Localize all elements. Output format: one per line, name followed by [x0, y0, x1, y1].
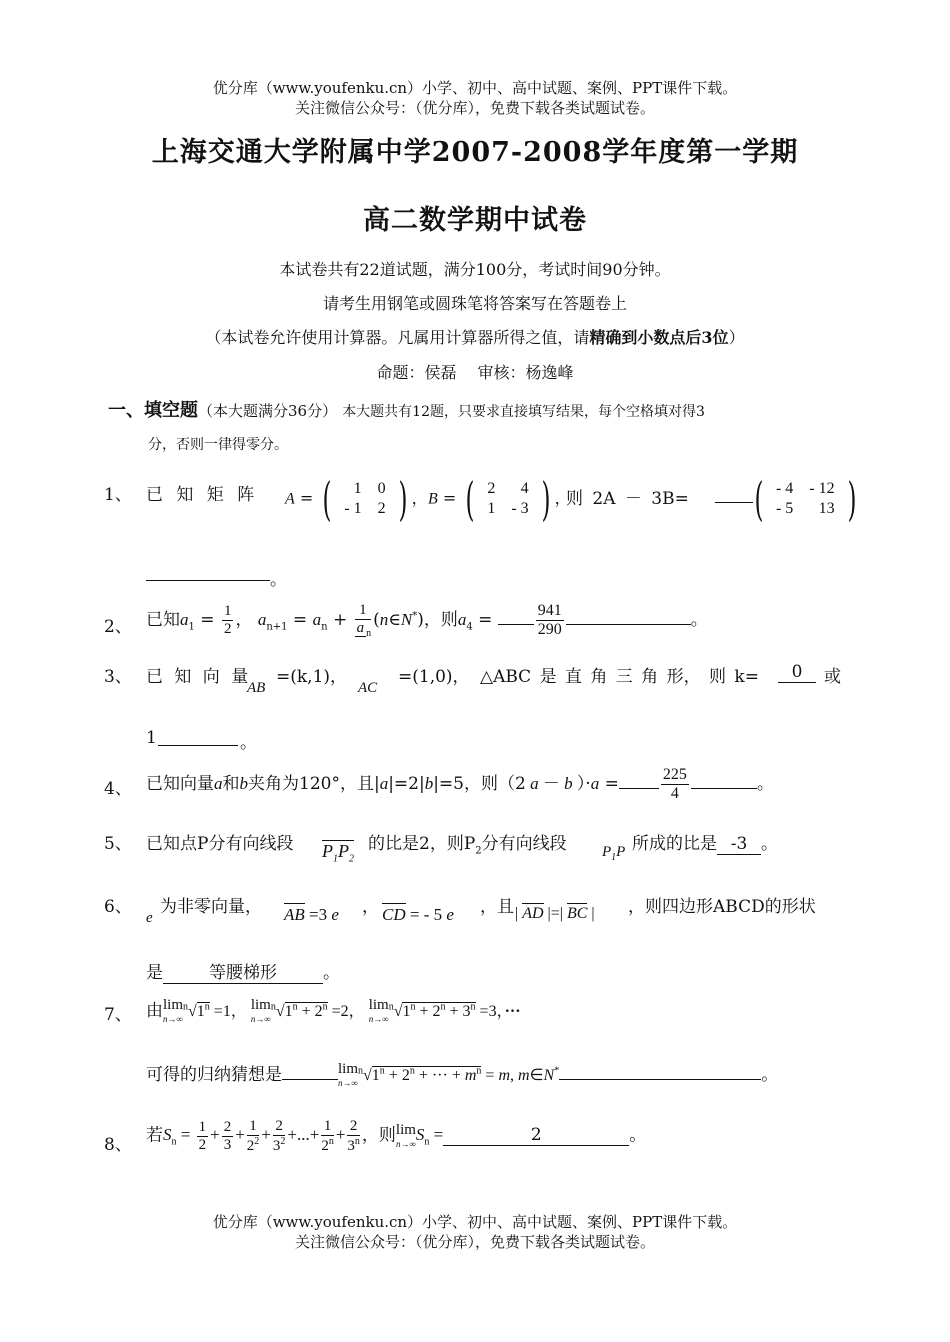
q6-abs-expr: | AD |=| BC |: [515, 905, 595, 922]
q1-then: 则 2A － 3B=: [566, 489, 689, 509]
q3-answer-2: 1: [146, 728, 157, 748]
q5-segment-p1p2: $P_1P_2$: [322, 841, 354, 865]
header-line-1: 优分库（www.youfenku.cn）小学、初中、高中试题、案例、PPT课件下载。: [212, 79, 738, 97]
info-line-3b: 精确到小数点后3位: [589, 328, 729, 347]
q5-text-2: 的比是2，则$P_2$分有向线段: [368, 834, 567, 857]
q6-number: 6、: [104, 897, 132, 917]
footer-line-1: 优分库（www.youfenku.cn）小学、初中、高中试题、案例、PPT课件下载。: [212, 1213, 738, 1231]
q6-text-4: ，则四边形ABCD的形状: [628, 897, 816, 917]
q6-comma: ，: [362, 897, 379, 917]
q7-guess-label: 可得的归纳猜想是: [146, 1065, 282, 1085]
q4-line: 已知向量a和b夹角为120°，且|a|=2|b|=5，则（2 a － b ）·a = $\frac{225}{4}$ 。: [146, 766, 774, 802]
q7-limits: 由 lim n→∞ $^n$√1$^n$ =1， lim n→∞ $^n√1^n + 2^n =2$， lim n→∞ $^n√1^n + 2^n + 3^n =3$，···: [146, 997, 521, 1025]
section1-heading: 一、填空题: [108, 400, 198, 421]
q8-number: 8、: [104, 1135, 132, 1155]
q4-answer-numerator: 225: [662, 766, 687, 783]
q3-vector-ac: AC: [358, 680, 378, 696]
q5-answer: -3: [717, 834, 761, 855]
q3-or: 或: [824, 667, 841, 687]
q6-answer-line: 是 等腰梯形 。: [146, 958, 340, 984]
info-line-1: 本试卷共有22道试题，满分100分，考试时间90分钟。: [279, 260, 671, 279]
section1-heading-line: [108, 396, 705, 422]
q8-answer: 2: [443, 1125, 629, 1146]
q2-line: 已知$a_1$ = $\frac{1}{2}$ ， $a_{n+1} = a_n$ + $\frac{1}{a _n}$ (n∈N*)，则$a_4$ = $\frac{941}{290}$ 。: [146, 602, 708, 639]
q6-cd-expr: CD = - 5 e: [382, 905, 454, 924]
q6-answer: 等腰梯形: [163, 958, 323, 984]
q7-guess-line: 可得的归纳猜想是 lim n→∞ $^n√1^n + 2^n$ + ··· + $m^n = m$, m∈N* 。: [146, 1061, 779, 1089]
q8-line: 若$S_n$ = $\frac{1}{2}$ + $\frac{2}{3}$ + $\frac{1}{2^2}$ + $\frac{2}{3^2}$ +...+ $\frac{1}{2^n}$ + $\frac{2}{3^n}$ ，则 lim n→∞ $S_n = 2$ 。: [146, 1118, 647, 1154]
q1-blank-line: [715, 502, 753, 503]
exam-title: 上海交通大学附属中学2007-2008学年度第一学期: [151, 137, 799, 168]
q6-vector-e: e: [146, 910, 153, 926]
q5-text-1: 已知点P分有向线段: [146, 834, 294, 854]
q1-matrix-a: A = ( 1 0 - 1 2 ) ，: [285, 472, 428, 526]
authors: 命题：侯磊 审核：杨逸峰: [376, 363, 574, 382]
q5-line-end: 所成的比是 -3 。: [632, 834, 778, 854]
q2-text: 已知: [146, 610, 180, 630]
q1-end: 。: [270, 570, 287, 590]
q2-answer-denominator: 290: [537, 621, 562, 638]
info-line-3c: ）: [728, 328, 745, 347]
q3-number: 3、: [104, 667, 132, 687]
q7-number: 7、: [104, 1005, 132, 1025]
q1-blank-line-2: [146, 580, 270, 581]
info-line-2: 请考生用钢笔或圆珠笔将答案写在答题卷上: [322, 294, 627, 313]
exam-subtitle: 高二数学期中试卷: [363, 205, 587, 236]
q1-matrix-b: B = ( 2 4 1 - 3 ) ，: [428, 472, 571, 526]
section1-desc-2: 分，否则一律得零分。: [148, 437, 288, 453]
info-line-3: [0, 325, 950, 348]
q2-end: 。: [690, 610, 708, 630]
q3-answer-1: 0: [778, 662, 816, 683]
q6-ab-expr: AB =3 e: [284, 905, 339, 924]
q3-v1: =(k,1)，: [276, 667, 348, 687]
q3-v2: =(1,0)，: [398, 667, 470, 687]
section1-desc-1: 本大题共有12题，只要求直接填写结果，每个空格填对得3: [342, 404, 705, 420]
header-line-2: 关注微信公众号：（优分库），免费下载各类试题试卷。: [294, 99, 655, 117]
q2-then: ，则: [423, 610, 458, 630]
q5-segment-p1p: $P_1P$: [602, 844, 626, 863]
q3-end: 。: [240, 733, 257, 753]
q3-text-2: △ABC 是 直 角 三 角 形， 则 k=: [480, 667, 759, 687]
q2-answer-numerator: 941: [537, 602, 562, 619]
footer-line-2: 关注微信公众号：（优分库），免费下载各类试题试卷。: [294, 1233, 655, 1251]
q6-text-3: ，且: [480, 897, 514, 917]
q6-text-1: 为非零向量，: [160, 897, 262, 917]
q3-text-1: 已 知 向 量: [146, 667, 252, 687]
q4-number: 4、: [104, 779, 132, 799]
q1-answer-matrix: ( - 4 - 12 - 5 13 ): [754, 472, 857, 526]
q3-blank-line: [158, 745, 238, 746]
q1-text: 已 知 矩 阵: [146, 485, 259, 505]
q1-number: 1、: [104, 485, 132, 505]
section1-score: （本大题满分36分）: [198, 402, 338, 420]
q5-number: 5、: [104, 834, 132, 854]
info-line-3a: （本试卷允许使用计算器。凡属用计算器所得之值，请: [205, 328, 590, 347]
q4-answer-denominator: 4: [670, 785, 679, 802]
q2-number: 2、: [104, 617, 132, 637]
q3-vector-ab: AB: [247, 680, 266, 696]
